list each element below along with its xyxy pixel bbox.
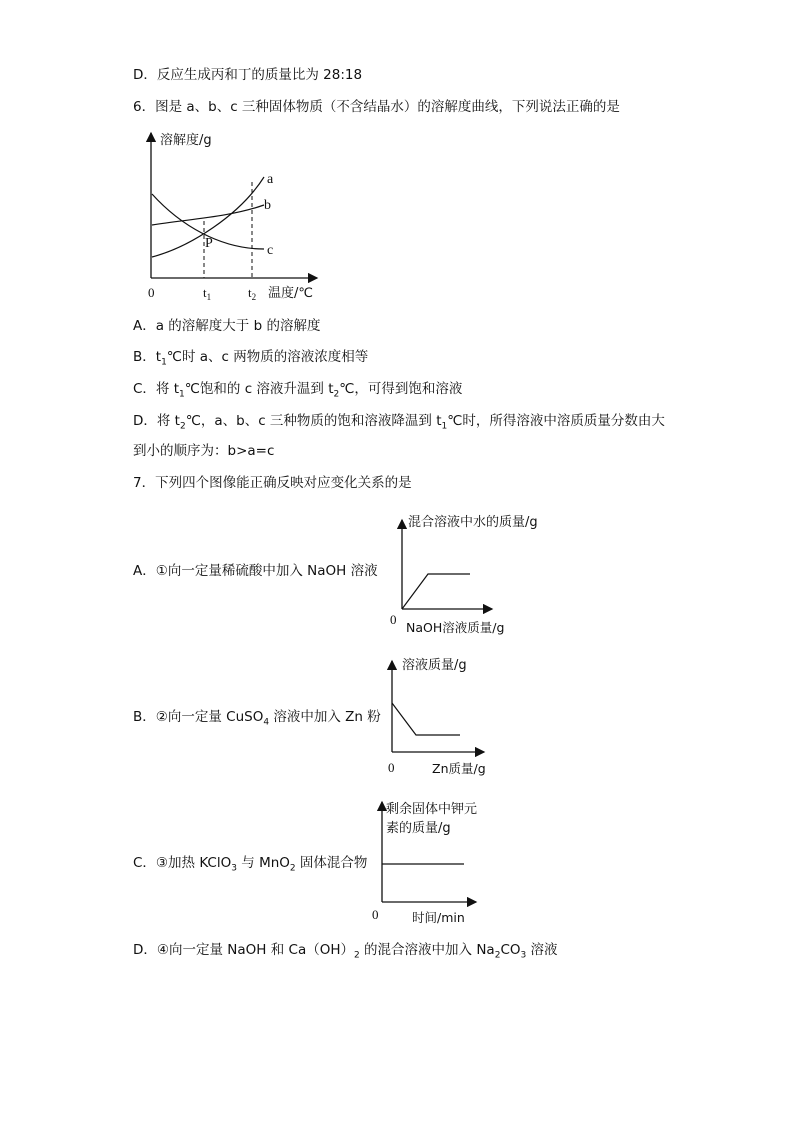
q7-option-a: A．①向一定量稀硫酸中加入 NaOH 溶液 (133, 563, 378, 579)
q7-option-d-pre: D．④向一定量 NaOH 和 Ca（OH） (133, 942, 354, 958)
q7-option-c (133, 854, 367, 878)
graph-c-ylabel-2: 素的质量/g (386, 821, 451, 836)
q6-option-d-post: ℃时，所得溶液中溶质质量分数由大 (447, 413, 665, 429)
curve-a-label: a (267, 172, 274, 187)
graph-c-origin: 0 (372, 907, 379, 922)
q7-option-d-mid2: CO (500, 942, 521, 958)
graph-a-origin: 0 (390, 612, 397, 627)
q7-option-d (133, 941, 558, 965)
q6-option-c-mid: ℃饱和的 c 溶液升温到 t (184, 381, 334, 397)
t1-tick-label: $t_1$ (203, 285, 212, 302)
q7-option-b-pre: B．②向一定量 CuSO (133, 709, 264, 725)
x-axis-label: 温度/℃ (268, 286, 313, 301)
q7-option-d-sub3: 3 (520, 950, 527, 961)
q6-option-d-mid: ℃，a、b、c 三种物质的饱和溶液降温到 t (185, 413, 442, 429)
solubility-graph (140, 125, 340, 300)
q7-option-c-post: 固体混合物 (295, 855, 368, 871)
q6-option-c (133, 380, 462, 404)
q7-option-d-sub1: 2 (354, 950, 360, 961)
q6-option-b-sub: 1 (161, 357, 167, 368)
t2-tick-label: $t_2$ (248, 285, 257, 302)
curve-c-label: c (267, 243, 274, 258)
q6-option-c-sub1: 1 (179, 389, 185, 400)
q5-option-d: D．反应生成丙和丁的质量比为 28:18 (133, 67, 363, 83)
q7-option-d-sub2: 2 (494, 950, 501, 961)
q7-option-b-sub: 4 (263, 717, 270, 728)
q7-option-d-mid: 的混合溶液中加入 Na (359, 942, 495, 958)
point-p-label: P (205, 236, 213, 251)
q7-option-c-sub2: 2 (289, 863, 296, 874)
graph-b (380, 655, 510, 780)
q6-option-c-post: ℃，可得到饱和溶液 (339, 381, 463, 397)
graph-b-ylabel: 溶液质量/g (402, 658, 467, 673)
graph-a-line (402, 574, 470, 609)
q7-option-b-post: 溶液中加入 Zn 粉 (269, 709, 381, 725)
q7-option-d-post: 溶液 (526, 942, 558, 958)
q6-option-b-post: ℃时 a、c 两物质的溶液浓度相等 (166, 349, 369, 365)
origin-label: 0 (148, 285, 155, 300)
q6-option-a: A．a 的溶解度大于 b 的溶解度 (133, 318, 321, 334)
graph-b-line (392, 703, 460, 735)
graph-c-ylabel-1: 剩余固体中钾元 (386, 802, 478, 817)
graph-a-xlabel: NaOH溶液质量/g (406, 620, 505, 635)
q6-option-d-sub2: 1 (441, 421, 448, 432)
q6-option-b-pre: B．t (133, 349, 162, 365)
q6-option-d-pre: D．将 t (133, 413, 180, 429)
graph-a-ylabel: 混合溶液中水的质量/g (408, 515, 538, 530)
q6-option-c-pre: C．将 t (133, 381, 180, 397)
q6-option-b (133, 348, 368, 372)
graph-b-origin: 0 (388, 760, 395, 775)
graph-a (388, 512, 548, 637)
q7-option-c-mid: 与 MnO (236, 855, 290, 871)
q6-option-d (133, 412, 665, 436)
q7-stem: 7．下列四个图像能正确反映对应变化关系的是 (133, 475, 412, 491)
graph-b-xlabel: Zn质量/g (432, 761, 486, 776)
q6-stem: 6．图是 a、b、c 三种固体物质（不含结晶水）的溶解度曲线，下列说法正确的是 (133, 99, 620, 115)
q6-option-d-sub1: 2 (179, 421, 186, 432)
graph-c (368, 798, 498, 928)
y-axis-label: 溶解度/g (160, 133, 212, 148)
q6-option-d-cont: 到小的顺序为：b>a=c (133, 443, 275, 459)
q7-option-b (133, 708, 381, 732)
q7-option-c-pre: C．③加热 KClO (133, 855, 232, 871)
q6-option-c-sub2: 2 (333, 389, 340, 400)
graph-c-xlabel: 时间/min (412, 910, 465, 925)
curve-b (152, 205, 264, 225)
curve-b-label: b (264, 198, 271, 213)
q7-option-c-sub1: 3 (231, 863, 237, 874)
